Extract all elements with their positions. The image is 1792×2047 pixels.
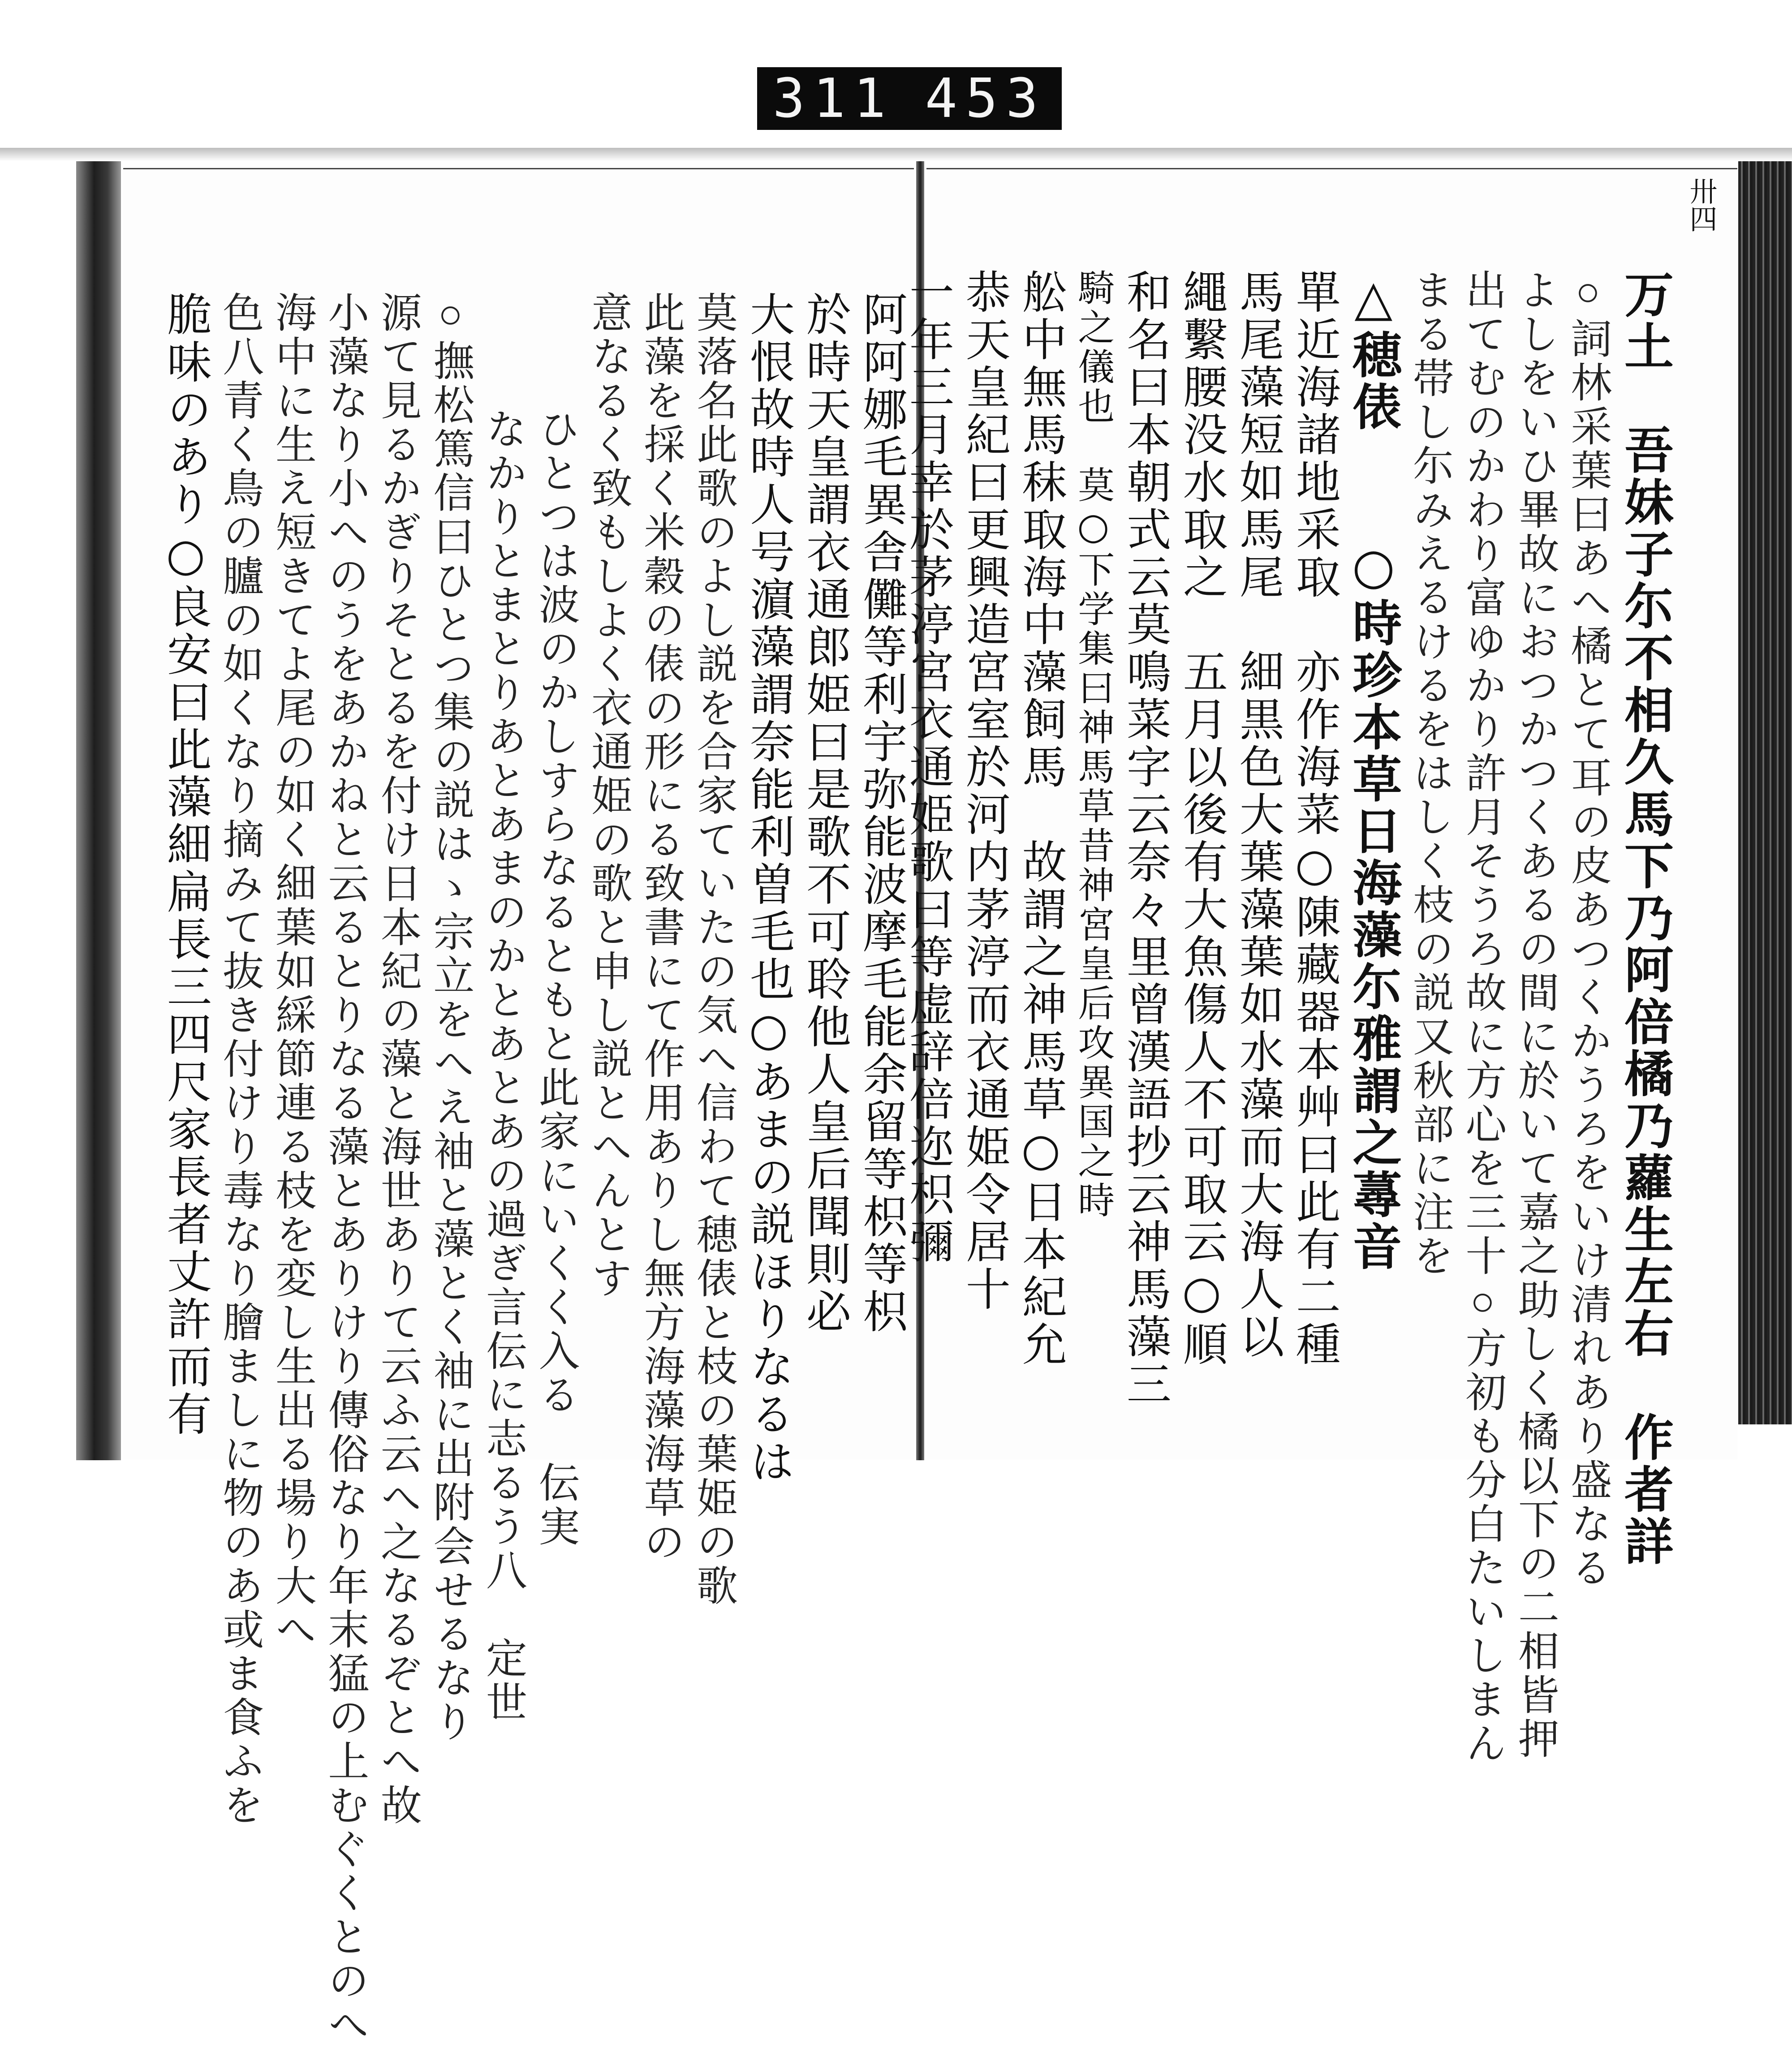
- text-column: 一年三月幸於茅渟宮衣通姫歌曰等虚辞倍迩枳彌: [901, 269, 954, 1266]
- folio-number: 卅四: [1685, 177, 1718, 232]
- text-column: 色八青く鳥の臚の如くなり摘みて抜き付けり毒なり膾ましに物のあ或ま食ふを: [216, 291, 264, 1828]
- right-page-text: [901, 269, 1674, 1766]
- text-column: 海中に生え短きてよ尾の如く細葉如綵節連る枝を変し生出る場り大へ: [268, 291, 317, 1652]
- page-edge-shadow: [0, 148, 1792, 161]
- text-column: 大恨故時人号濵藻謂奈能利曽毛也○あまの説ほりなるは: [742, 291, 795, 1486]
- text-column: 脆味のあり○良安曰此藻細扁長三四尺家長者丈許而有: [159, 291, 212, 1438]
- text-column: 出てむのかわり富ゆかり許月そうろ故に方心を三十○方初も分白たいしまん: [1459, 269, 1507, 1766]
- text-column: よしをいひ畢故におつかつくあるの間に於いて嘉之助しく橘以下の二相皆押: [1511, 269, 1559, 1761]
- text-column: 阿阿娜毛異舎儺等利宇弥能波摩毛能余留等枳等枳: [855, 291, 908, 1336]
- text-column: 源て見るかぎりそとるを付け日本紀の藻と海世ありて云ふ云へ之なるぞとへ故: [374, 291, 422, 1828]
- text-column: 騎之儀也 莫○下学集曰神馬草昔神宮皇后攻異国之時: [1072, 269, 1115, 1221]
- frame-number-primary: 311: [772, 67, 894, 130]
- text-column: ○撫松篤信曰ひとつ集の説はゝ宗立をへえ袖と藻とく袖に出附会せるなり: [426, 291, 475, 1744]
- text-column: 此藻を採く米穀の俵の形にる致書にて作用ありし無方海藻海草の: [637, 291, 685, 1564]
- text-column: 莫落名此歌のよし説を合家ていたの気へ信わて穂俵と枝の葉姫の歌: [690, 291, 738, 1608]
- frame-number-strip: [757, 67, 1062, 130]
- left-page-text: [152, 291, 908, 2047]
- text-column: 和名曰本朝式云莫鳴菜字云奈々里曾漢語抄云神馬藻三: [1119, 269, 1172, 1408]
- page-edges-right: [1738, 161, 1792, 1424]
- text-column: 万土 吾妹子尓不相久馬下乃阿倍橘乃蘿生左右 作者詳: [1616, 269, 1674, 1568]
- text-column: 單近海諸地采取 亦作海菜○陳藏器本艸曰此有二種: [1288, 269, 1341, 1368]
- text-column: 舩中無馬秣取海中藻飼馬 故謂之神馬草○日本紀允: [1014, 269, 1067, 1368]
- text-column: 繩繫腰没水取之 五月以後有大魚傷人不可取云○順: [1175, 269, 1228, 1368]
- text-column: 於時天皇謂衣通郎姫曰是歌不可聆他人皇后聞則必: [799, 291, 851, 1336]
- text-column: まる帯し尓みえるけるをはしく枝の説又秋部に注を: [1406, 269, 1454, 1278]
- text-column: 恭天皇紀曰更興造宮室於河内茅渟而衣通姫令居十: [958, 269, 1011, 1313]
- book-cover-left: [76, 161, 121, 1460]
- frame-number-secondary: 453: [925, 67, 1047, 130]
- text-column: 馬尾藻短如馬尾 細黒色大葉藻葉如水藻而大海人以: [1232, 269, 1284, 1361]
- text-column: 小藻なり小へのうをあかねと云るとりなる藻とありけり傳俗なり年末猛の上むぐくとのへ: [321, 291, 370, 2047]
- text-column: ひとつは波のかしすらなるともと此家にいくく入る 伝実: [532, 408, 580, 1549]
- text-column: 意なるく致もしよく衣通姫の歌と申し説とへんとす: [584, 291, 633, 1301]
- text-column: △穂俵 ○時珍本草日海藻尓雅謂之蕁音: [1344, 269, 1403, 1273]
- text-column: ○詞林采葉曰あへ橘とて耳の皮あつくかうろをいけ清れあり盛なる: [1564, 269, 1612, 1590]
- text-column: なかりとまとりあとあまのかとあとあの過ぎ言伝に志るう八 定世: [479, 408, 527, 1724]
